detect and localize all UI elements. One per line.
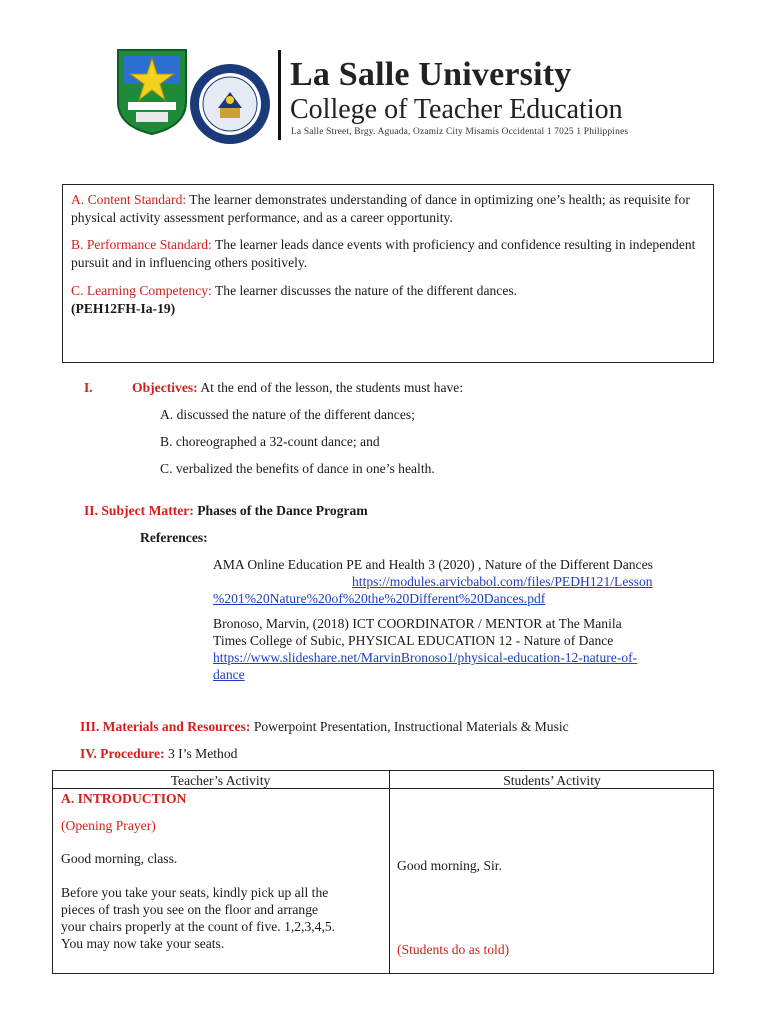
- table-column-divider: [389, 770, 390, 974]
- teacher-instruction-line: Before you take your seats, kindly pick up all the: [61, 885, 329, 900]
- competency-code: (PEH12FH-Ia-19): [71, 301, 176, 316]
- college-name: College of Teacher Education: [290, 94, 623, 125]
- objectives-line: [132, 379, 463, 397]
- performance-standard-text: The learner leads dance events with proficiency and confidence resulting in independent pursuit and in influencing others positively.: [71, 237, 696, 270]
- materials-label: III. Materials and Resources:: [80, 719, 251, 734]
- students-activity-header: Students’ Activity: [503, 773, 601, 788]
- reference-2-text-continued: Times College of Subic, PHYSICAL EDUCATION 12 - Nature of Dance: [213, 633, 614, 648]
- header-divider: [278, 50, 281, 140]
- reference-1-link-continued[interactable]: %201%20Nature%20of%20the%20Different%20Dances.pdf: [213, 591, 546, 606]
- address-line: La Salle Street, Brgy. Aguada, Ozamiz City Misamis Occidental 1 7025 1 Philippines: [291, 127, 629, 137]
- teacher-activity-header: Teacher’s Activity: [170, 773, 271, 788]
- college-of-teacher-education-seal: [188, 62, 272, 146]
- opening-prayer: (Opening Prayer): [61, 818, 156, 833]
- objective-item: C. verbalized the benefits of dance in one’s health.: [160, 461, 435, 476]
- content-standard-text: The learner demonstrates understanding of dance in optimizing one’s health; as requisite for physical activity assessment performance, and as a career opportunity.: [71, 192, 690, 225]
- content-standard-label: A. Content Standard:: [71, 192, 187, 207]
- subject-matter-value: Phases of the Dance Program: [193, 503, 368, 518]
- reference-2-link-continued[interactable]: dance: [213, 667, 245, 682]
- learning-competency: [71, 282, 706, 300]
- performance-standard-label: B. Performance Standard:: [71, 237, 212, 252]
- la-salle-university-logo: [114, 44, 190, 136]
- references-label: References:: [140, 530, 208, 545]
- objectives-label: Objectives:: [132, 380, 198, 395]
- student-action: (Students do as told): [397, 942, 510, 957]
- objectives-intro: At the end of the lesson, the students must have:: [197, 380, 464, 395]
- university-name: La Salle University: [290, 56, 572, 93]
- teacher-instruction-line: pieces of trash you see on the floor and arrange: [61, 902, 319, 917]
- teacher-greeting: Good morning, class.: [61, 851, 178, 866]
- subject-matter-label: II. Subject Matter:: [84, 503, 194, 518]
- teacher-instruction-line: You may now take your seats.: [61, 936, 225, 951]
- materials-line: [80, 718, 569, 736]
- learning-competency-label: C. Learning Competency:: [71, 283, 212, 298]
- procedure-label: IV. Procedure:: [80, 746, 165, 761]
- objectives-number: I.: [84, 380, 93, 395]
- objective-item: B. choreographed a 32-count dance; and: [160, 434, 380, 449]
- objective-item: A. discussed the nature of the different dances;: [160, 407, 415, 422]
- procedure-line: [80, 745, 237, 763]
- reference-2-link[interactable]: https://www.slideshare.net/MarvinBronoso1/physical-education-12-nature-of-: [213, 650, 638, 665]
- student-reply: Good morning, Sir.: [397, 858, 502, 873]
- procedure-value: 3 I’s Method: [164, 746, 238, 761]
- introduction-heading: A. INTRODUCTION: [61, 791, 187, 806]
- learning-competency-text: The learner discusses the nature of the different dances.: [211, 283, 518, 298]
- content-standard: [71, 191, 706, 227]
- reference-2-text: Bronoso, Marvin, (2018) ICT COORDINATOR / MENTOR at The Manila: [213, 616, 622, 631]
- materials-value: Powerpoint Presentation, Instructional Materials & Music: [250, 719, 569, 734]
- subject-matter-line: [84, 502, 368, 520]
- performance-standard: [71, 236, 706, 272]
- teacher-instruction-line: your chairs properly at the count of five. 1,2,3,4,5.: [61, 919, 336, 934]
- reference-1-link[interactable]: https://modules.arvicbabol.com/files/PEDH121/Lesson: [352, 574, 653, 589]
- reference-1-text: AMA Online Education PE and Health 3 (2020) , Nature of the Different Dances: [213, 557, 653, 572]
